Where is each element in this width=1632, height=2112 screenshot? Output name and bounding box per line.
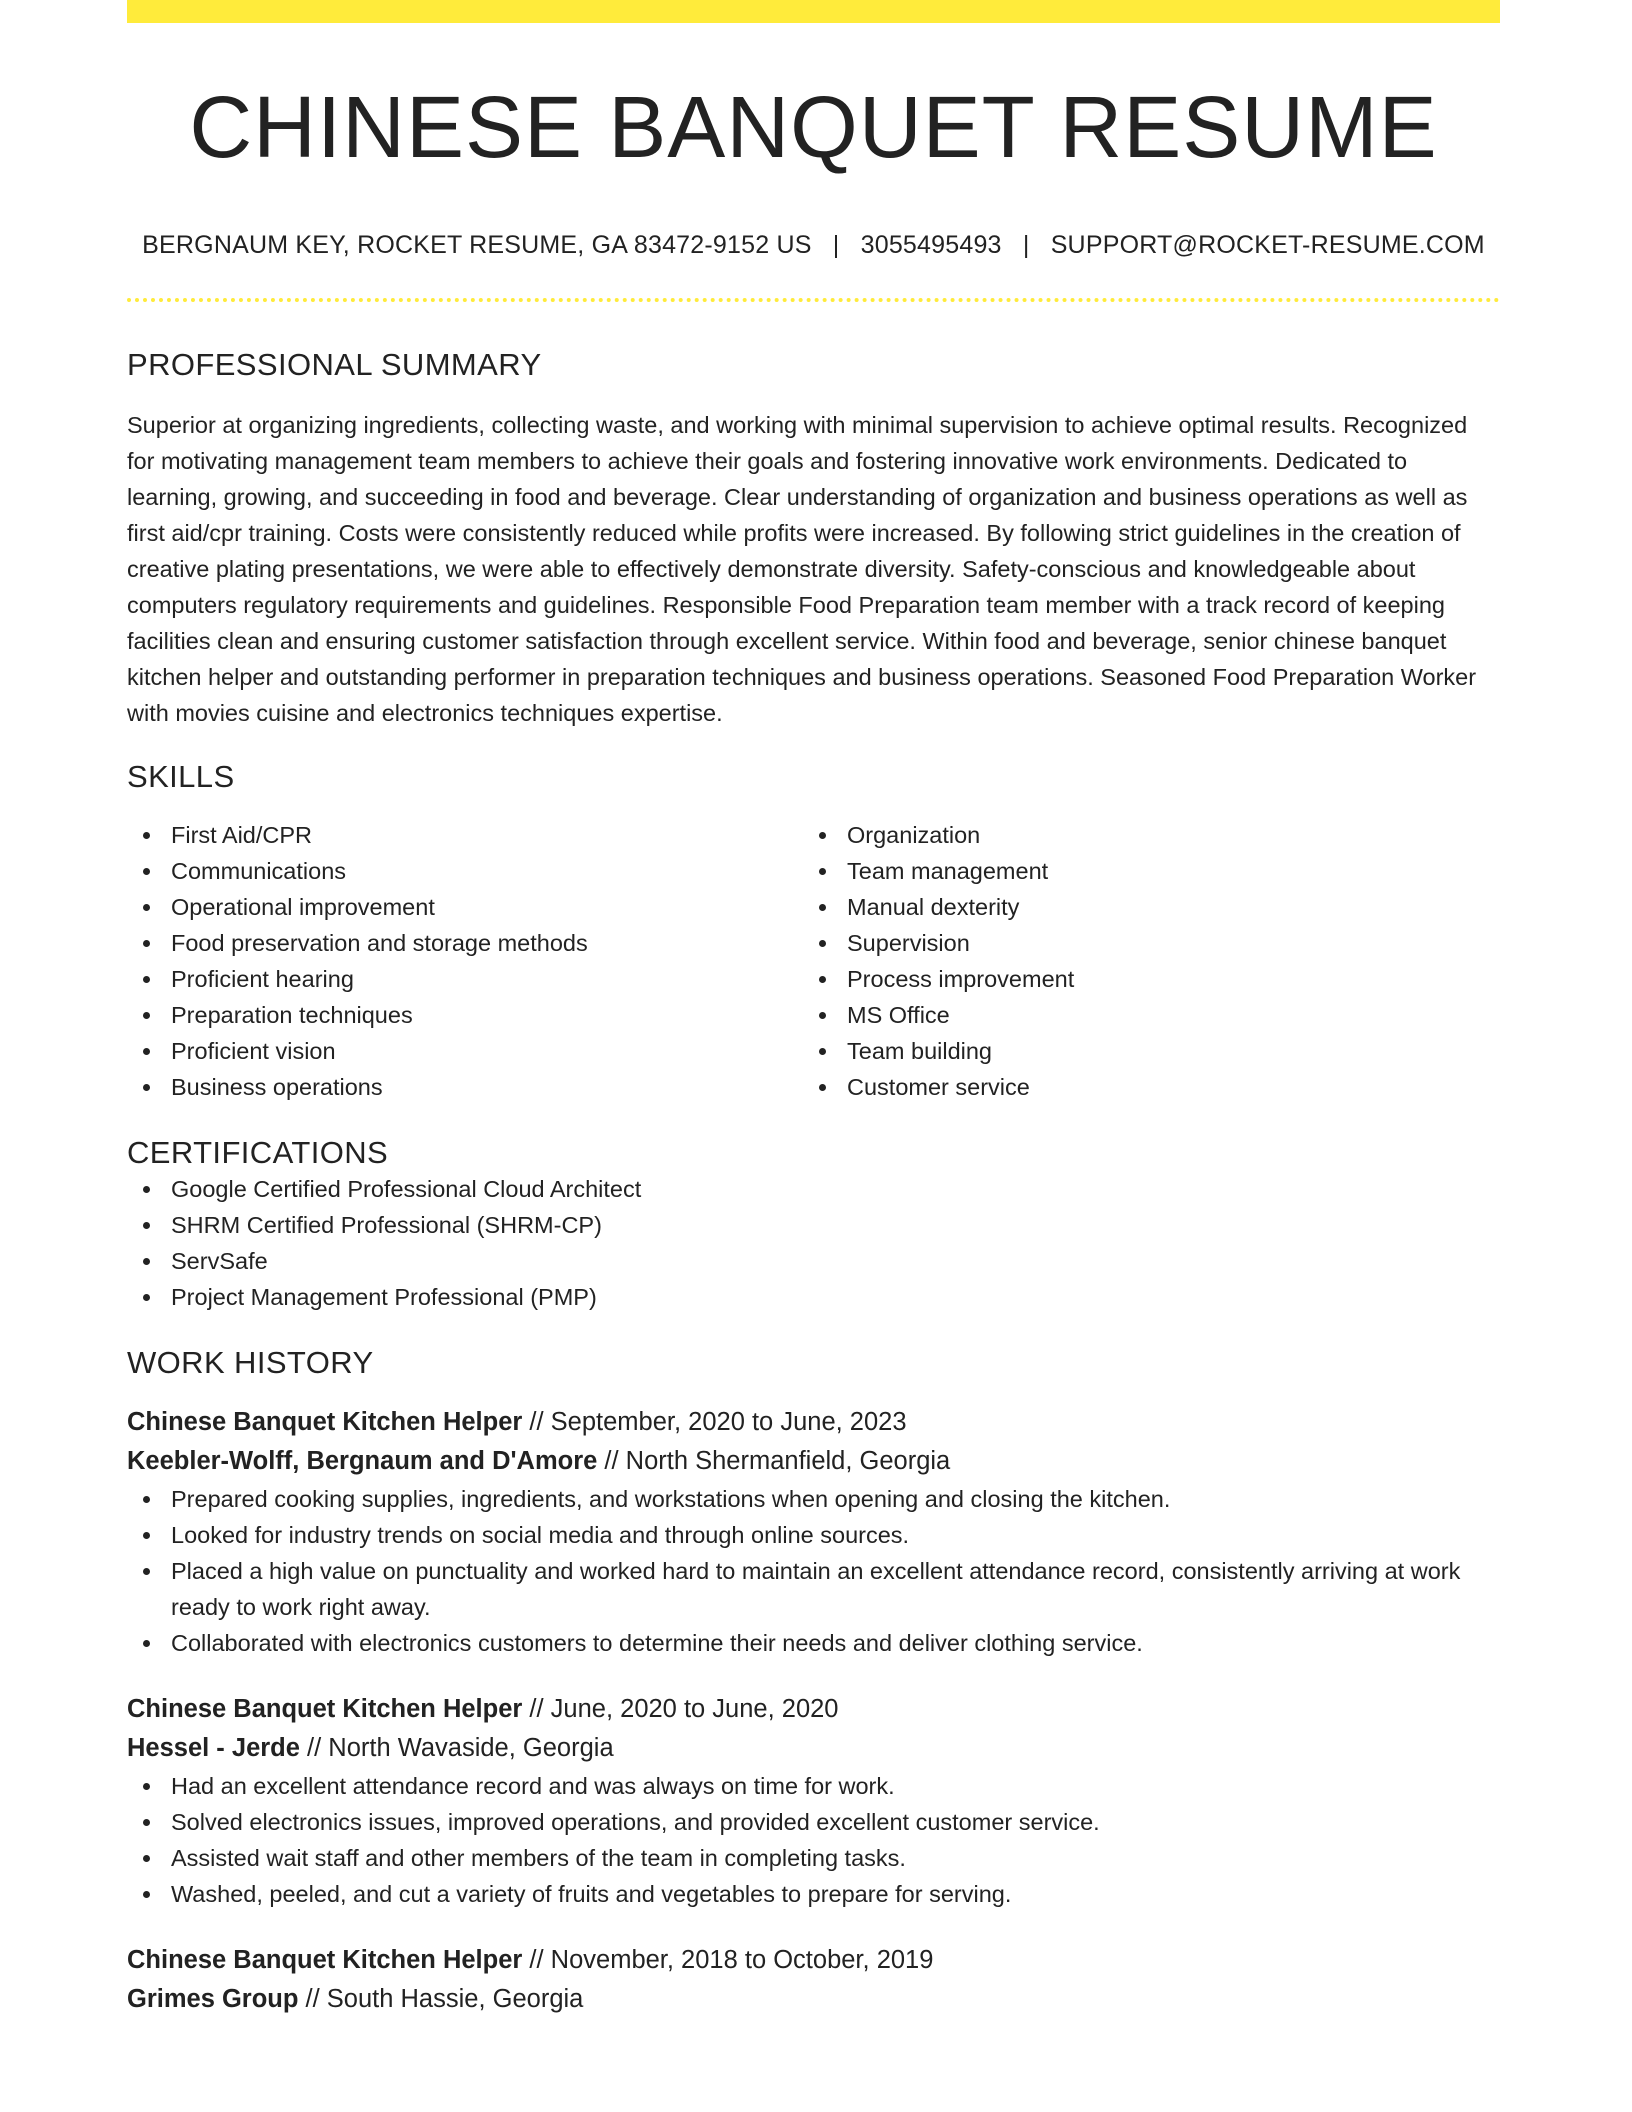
job-title: Chinese Banquet Kitchen Helper: [127, 1695, 523, 1724]
skill-item: Food preservation and storage methods: [127, 925, 803, 961]
skill-item: Operational improvement: [127, 889, 803, 925]
certification-item: Project Management Professional (PMP): [127, 1279, 1500, 1315]
job-company: Grimes Group: [127, 1985, 299, 2014]
job-dates: // November, 2018 to October, 2019: [522, 1946, 934, 1975]
skill-item: Proficient hearing: [127, 961, 803, 997]
skill-item: Business operations: [127, 1069, 803, 1105]
job-company-line: [127, 1980, 1500, 2019]
job-duty-item: Placed a high value on punctuality and worked hard to maintain an excellent attendance record, consistently arriving at work ready to work right away.: [127, 1553, 1500, 1625]
skill-item: Manual dexterity: [803, 889, 1479, 925]
skill-item: Team management: [803, 853, 1479, 889]
job-duty-item: Solved electronics issues, improved operations, and provided excellent customer service.: [127, 1804, 1500, 1840]
certification-item: ServSafe: [127, 1243, 1500, 1279]
job-location: // South Hassie, Georgia: [298, 1985, 584, 2014]
skill-item: Organization: [803, 817, 1479, 853]
job-title: Chinese Banquet Kitchen Helper: [127, 1946, 523, 1975]
summary-text: Superior at organizing ingredients, collecting waste, and working with minimal supervision to achieve optimal results. Recognized for motivating management team members to achieve their goals and fostering innovative work environments. Dedicated to learning, growing, and succeeding in food and beverage. Clear understanding of organization and business operations as well as first aid/cpr training. Costs were consistently reduced while profits were increased. By following strict guidelines in the creation of creative plating presentations, we were able to effectively demonstrate diversity. Safety-conscious and knowledgeable about computers regulatory requirements and guidelines. Responsible Food Preparation team member with a track record of keeping facilities clean and ensuring customer satisfaction through excellent service. Within food and beverage, senior chinese banquet kitchen helper and outstanding performer in preparation techniques and business operations. Seasoned Food Preparation Worker with movies cuisine and electronics techniques expertise.: [127, 411, 1477, 726]
skills-list-right: [803, 817, 1479, 1105]
skill-item: Team building: [803, 1033, 1479, 1069]
certifications-heading: CERTIFICATIONS: [127, 1134, 389, 1170]
skills-column-left: [127, 817, 803, 1105]
contact-separator: |: [832, 231, 840, 260]
job-duty-item: Looked for industry trends on social media and through online sources.: [127, 1517, 1500, 1553]
contact-phone: 3055495493: [860, 231, 1002, 260]
accent-top-bar: [127, 0, 1500, 23]
skills-column-right: [803, 817, 1479, 1105]
skill-item: First Aid/CPR: [127, 817, 803, 853]
job-duty-item: Prepared cooking supplies, ingredients, and workstations when opening and closing the kitchen.: [127, 1481, 1500, 1517]
skill-item: Customer service: [803, 1069, 1479, 1105]
skills-list-left: [127, 817, 803, 1105]
job-company-line: [127, 1729, 1500, 1768]
job-company: Hessel - Jerde: [127, 1734, 300, 1763]
job-title-line: [127, 1941, 1500, 1980]
contact-line: [127, 231, 1500, 260]
job-entry: [127, 1941, 1500, 2019]
skill-item: MS Office: [803, 997, 1479, 1033]
job-company-line: [127, 1442, 1500, 1481]
certification-item: Google Certified Professional Cloud Architect: [127, 1171, 1500, 1207]
job-duties-list: [127, 1768, 1500, 1912]
job-location: // North Shermanfield, Georgia: [597, 1447, 951, 1476]
work-history-heading: WORK HISTORY: [127, 1344, 374, 1380]
job-duty-item: Washed, peeled, and cut a variety of fruits and vegetables to prepare for serving.: [127, 1876, 1500, 1912]
job-duties-list: [127, 1481, 1500, 1661]
job-company: Keebler-Wolff, Bergnaum and D'Amore: [127, 1447, 598, 1476]
job-title-line: [127, 1403, 1500, 1442]
dotted-divider: [127, 298, 1500, 302]
job-entry: [127, 1690, 1500, 1912]
skills-grid: [127, 817, 1500, 1105]
skill-item: Proficient vision: [127, 1033, 803, 1069]
job-duty-item: Assisted wait staff and other members of the team in completing tasks.: [127, 1840, 1500, 1876]
job-location: // North Wavaside, Georgia: [299, 1734, 614, 1763]
job-dates: // September, 2020 to June, 2023: [522, 1408, 907, 1437]
skill-item: Preparation techniques: [127, 997, 803, 1033]
job-entry: [127, 1403, 1500, 1661]
job-duty-item: Collaborated with electronics customers to determine their needs and deliver clothing service.: [127, 1625, 1500, 1661]
skill-item: Communications: [127, 853, 803, 889]
certification-item: SHRM Certified Professional (SHRM-CP): [127, 1207, 1500, 1243]
resume-page: [127, 0, 1500, 2019]
skill-item: Supervision: [803, 925, 1479, 961]
contact-email: SUPPORT@ROCKET-RESUME.COM: [1050, 231, 1485, 260]
skills-heading: SKILLS: [127, 758, 235, 794]
contact-address: BERGNAUM KEY, ROCKET RESUME, GA 83472-9152 US: [142, 231, 812, 260]
job-title: Chinese Banquet Kitchen Helper: [127, 1408, 523, 1437]
contact-separator: |: [1022, 231, 1030, 260]
skill-item: Process improvement: [803, 961, 1479, 997]
job-dates: // June, 2020 to June, 2020: [522, 1695, 839, 1724]
job-duty-item: Had an excellent attendance record and was always on time for work.: [127, 1768, 1500, 1804]
resume-title: CHINESE BANQUET RESUME: [189, 79, 1438, 176]
summary-heading: PROFESSIONAL SUMMARY: [127, 347, 542, 383]
job-title-line: [127, 1690, 1500, 1729]
certifications-list: [127, 1171, 1500, 1315]
